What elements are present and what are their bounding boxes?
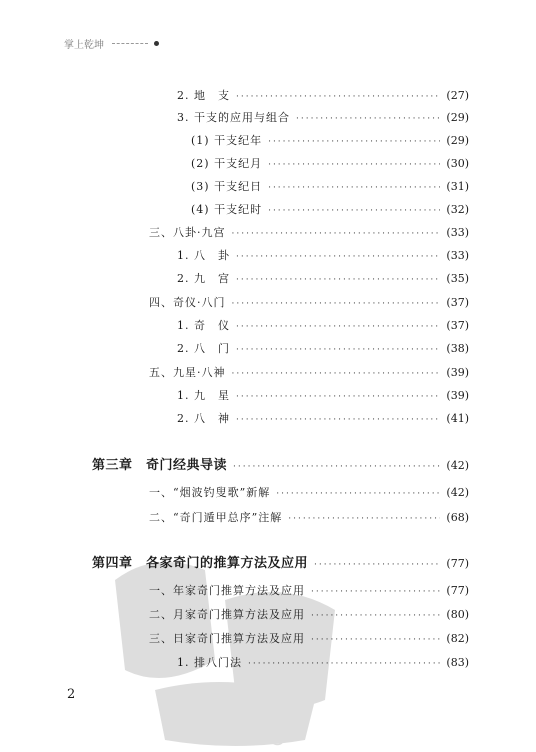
toc-entry (149, 226, 469, 241)
toc-entry-page: (27) (446, 89, 469, 102)
toc-entry-label: (1) 干支纪年 (191, 134, 263, 147)
toc-entry-page: (39) (446, 366, 469, 379)
running-header (64, 36, 159, 51)
toc-entry (177, 111, 469, 126)
toc-entry (177, 342, 469, 357)
toc-entry-label: 1. 奇 仪 (177, 319, 230, 332)
toc-leader-dots (236, 90, 440, 104)
toc-entry (177, 89, 469, 104)
toc-leader-dots (232, 227, 441, 241)
toc-entry-page: (42) (446, 486, 469, 499)
toc-entry-page: (37) (446, 319, 469, 332)
toc-leader-dots (288, 512, 440, 526)
toc-entry-label: 二、月家奇门推算方法及应用 (149, 608, 305, 621)
toc-entry-page: (30) (446, 157, 469, 170)
toc-entry-label: 五、九星·八神 (149, 366, 226, 379)
toc-entry-label: 2. 地 支 (177, 89, 230, 102)
toc-leader-dots (296, 112, 440, 126)
toc-entry-label: 1. 排八门法 (177, 656, 242, 669)
toc-leader-dots (311, 585, 440, 599)
toc-entry-page: (37) (446, 296, 469, 309)
toc-entry-page: (39) (446, 389, 469, 402)
toc-entry (177, 249, 469, 264)
toc-entry-label: (4) 干支纪时 (191, 203, 263, 216)
toc-entry (191, 157, 469, 172)
toc-leader-dots (236, 413, 440, 427)
toc-entry (149, 608, 469, 623)
toc-chapter-label: 第四章 各家奇门的推算方法及应用 (92, 556, 309, 571)
toc-entry (177, 319, 469, 334)
toc-leader-dots (236, 390, 440, 404)
toc-leader-dots (268, 204, 440, 218)
toc-entry-label: 三、八卦·九宫 (149, 226, 226, 239)
toc-entry (149, 486, 469, 501)
toc-entry-page: (83) (446, 656, 469, 669)
toc-entry (149, 632, 469, 647)
toc-entry-page: (33) (446, 226, 469, 239)
toc-entry (149, 584, 469, 599)
toc-entry-page: (29) (446, 134, 469, 147)
toc-entry-page: (32) (446, 203, 469, 216)
toc-entry-label: 1. 九 星 (177, 389, 230, 402)
page-number: 2 (67, 687, 76, 702)
toc-entry-label: 二、“奇门遁甲总序”注解 (149, 511, 283, 524)
toc-leader-dots (232, 297, 441, 311)
toc-entry (191, 134, 469, 149)
toc-entry-label: (3) 干支纪日 (191, 180, 263, 193)
toc-entry (191, 203, 469, 218)
toc-leader-dots (236, 343, 440, 357)
toc-entry-label: 2. 八 神 (177, 412, 230, 425)
toc-entry-page: (29) (446, 111, 469, 124)
toc-leader-dots (232, 367, 441, 381)
toc-entry (177, 412, 469, 427)
toc-leader-dots (236, 250, 440, 264)
header-rule (112, 43, 148, 44)
toc-entry-label: 3. 干支的应用与组合 (177, 111, 290, 124)
toc-entry-page: (33) (446, 249, 469, 262)
watermark-text: PDG (245, 729, 284, 750)
toc-entry-page: (41) (446, 412, 469, 425)
toc-leader-dots (314, 558, 440, 572)
toc-entry (149, 296, 469, 311)
toc-chapter-label: 第三章 奇门经典导读 (92, 458, 228, 473)
toc-entry (149, 366, 469, 381)
toc-entry-label: 一、年家奇门推算方法及应用 (149, 584, 305, 597)
toc-entry-page: (35) (446, 272, 469, 285)
toc-entry-page: (68) (446, 511, 469, 524)
toc-entry (177, 272, 469, 287)
toc-entry-label: 一、“烟波钓叟歌”新解 (149, 486, 271, 499)
toc-entry-label: 1. 八 卦 (177, 249, 230, 262)
toc-entry-page: (80) (446, 608, 469, 621)
toc-leader-dots (236, 320, 440, 334)
toc-leader-dots (276, 487, 440, 501)
toc-entry-label: 四、奇仪·八门 (149, 296, 226, 309)
toc-leader-dots (248, 657, 440, 671)
toc-entry (177, 656, 469, 671)
toc-entry (149, 511, 469, 526)
toc-chapter (92, 557, 469, 572)
toc-entry-page: (82) (446, 632, 469, 645)
toc-entry-page: (77) (446, 584, 469, 597)
toc-entry-label: 三、日家奇门推算方法及应用 (149, 632, 305, 645)
toc-leader-dots (233, 460, 440, 474)
toc-leader-dots (268, 135, 440, 149)
toc-entry-label: 2. 八 门 (177, 342, 230, 355)
toc-leader-dots (311, 633, 440, 647)
toc-entry-page: (42) (446, 459, 469, 472)
running-title: 掌上乾坤 (64, 40, 104, 51)
toc-leader-dots (268, 158, 440, 172)
toc-entry-page: (77) (446, 557, 469, 570)
toc-leader-dots (268, 181, 440, 195)
toc-entry-label: 2. 九 宫 (177, 272, 230, 285)
toc-entry (191, 180, 469, 195)
toc-chapter (92, 459, 469, 474)
toc-entry-page: (31) (446, 180, 469, 193)
toc-leader-dots (236, 273, 440, 287)
header-bullet-icon (154, 41, 159, 46)
toc-entry-page: (38) (446, 342, 469, 355)
toc-entry (177, 389, 469, 404)
toc-entry-label: (2) 干支纪月 (191, 157, 263, 170)
toc-leader-dots (311, 609, 440, 623)
